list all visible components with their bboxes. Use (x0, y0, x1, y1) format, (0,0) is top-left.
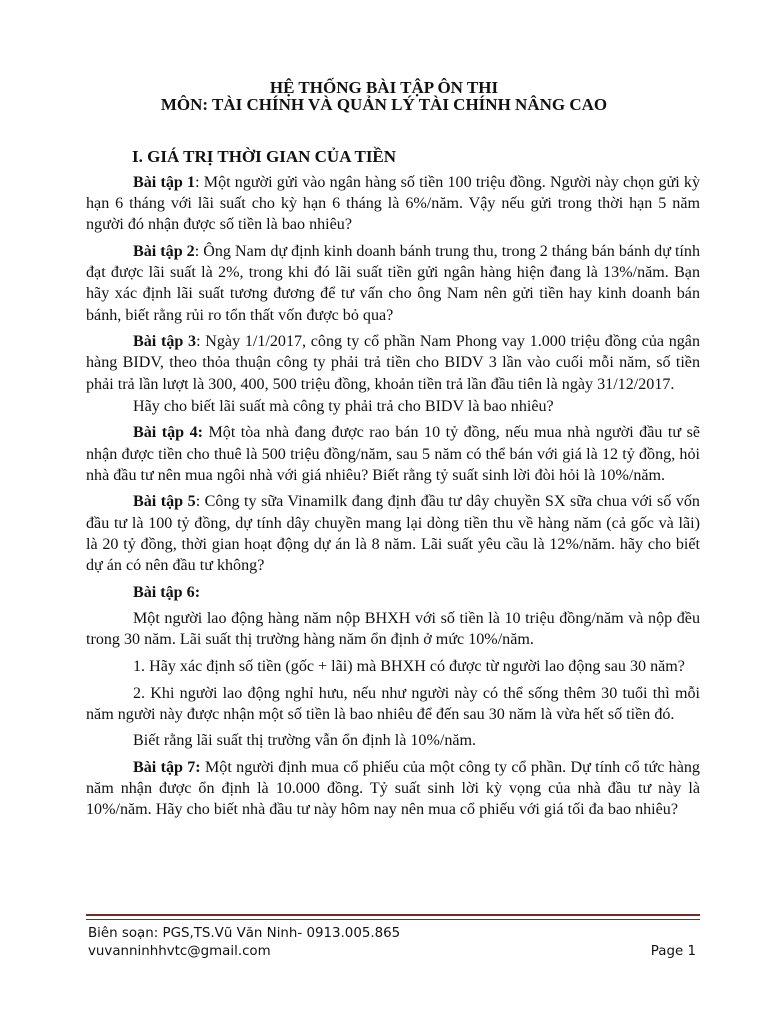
exercise-label: Bài tập 1 (133, 174, 196, 191)
exercise-2: Bài tập 2: Ông Nam dự định kinh doanh bánh trung thu, trong 2 tháng bán bánh dự tính đạt được lãi suất là 2%, trong khi đó lãi suất tiền gửi ngân hàng hiện đang là 13%/năm. Bạn hãy xác định lãi suất tương đương để tư vấn cho ông Nam nên gửi tiền hay kinh doanh bán bánh, biết rằng rủi ro tổn thất vốn được bỏ qua? (86, 243, 700, 324)
document-title-line1: HỆ THỐNG BÀI TẬP ÔN THI (269, 78, 499, 97)
exercise-3-question: Hãy cho biết lãi suất mà công ty phải trả cho BIDV là bao nhiêu? (133, 397, 554, 415)
exercise-6-line: Một người lao động hàng năm nộp BHXH với số tiền là 10 triệu đồng/năm và nộp đều trong 30 năm. Lãi suất thị trường hàng năm ổn định ở mức 10%/năm. (86, 610, 700, 649)
exercise-6 (86, 582, 700, 603)
exercise-1: Bài tập 1: Một người gửi vào ngân hàng số tiền 100 triệu đồng. Người này chọn gửi kỳ hạn 6 tháng với lãi suất cho kỳ hạn 6 tháng là 6%/năm. Vậy nếu gửi trong thời hạn 5 năm người đó nhận được số tiền là bao nhiêu? (86, 174, 700, 234)
exercise-label: Bài tập 6: (133, 583, 201, 601)
footer-rule-thin (86, 919, 700, 920)
exercise-text: Một tòa nhà đang được rao bán 10 tỷ đồng, nếu mua nhà người đầu tư sẽ nhận được tiền cho thuê là 500 triệu đồng/năm, sau 5 năm có thể bán với giá là 12 tỷ đồng, hỏi nhà đầu tư nên mua ngôi nhà với giá nhiêu? Biết rằng tỷ suất sinh lời đòi hỏi là 10%/năm. (86, 424, 700, 484)
exercise-label: Bài tập 7: (133, 758, 201, 776)
exercise-text: Ngày 1/1/2017, công ty cổ phần Nam Phong vay 1.000 triệu đồng của ngân hàng BIDV, theo thỏa thuận công ty phải trả tiền cho BIDV 3 lần vào cuối mỗi năm, số tiền phải trả lần lượt là 300, 400, 500 triệu đồng, khoản tiền trả lần đầu tiên là ngày 31/12/2017. (86, 333, 700, 393)
exercise-4 (86, 422, 700, 486)
exercise-3: Bài tập 3: Ngày 1/1/2017, công ty cổ phần Nam Phong vay 1.000 triệu đồng của ngân hàng BIDV, theo thỏa thuận công ty phải trả tiền cho BIDV 3 lần vào cuối mỗi năm, số tiền phải trả lần lượt là 300, 400, 500 triệu đồng, khoản tiền trả lần đầu tiên là ngày 31/12/2017. (86, 333, 700, 393)
exercise-text: Một người gửi vào ngân hàng số tiền 100 triệu đồng. Người này chọn gửi kỳ hạn 6 tháng với lãi suất cho kỳ hạn 6 tháng là 6%/năm. Vậy nếu gửi trong thời hạn 5 năm người đó nhận được số tiền là bao nhiêu? (86, 174, 700, 234)
exercise-label: Bài tập 5 (133, 493, 196, 511)
exercise-5: Bài tập 5: Công ty sữa Vinamilk đang định đầu tư dây chuyền SX sữa chua với số vốn đầu tư là 100 tỷ đồng, dự tính dây chuyền mang lại dòng tiền thu về hàng năm (cả gốc và lãi) là 20 tỷ đồng, thời gian hoạt động dự án là 8 năm. Lãi suất yêu cầu là 12%/năm. hãy cho biết dự án có nên đầu tư không? (86, 493, 700, 575)
document-title-line2: MÔN: TÀI CHÍNH VÀ QUẢN LÝ TÀI CHÍNH NÂNG CAO (160, 95, 608, 114)
exercise-text: Công ty sữa Vinamilk đang định đầu tư dây chuyền SX sữa chua với số vốn đầu tư là 100 tỷ đồng, dự tính dây chuyền mang lại dòng tiền thu về hàng năm (cả gốc và lãi) là 20 tỷ đồng, thời gian hoạt động dự án là 8 năm. Lãi suất yêu cầu là 12%/năm. hãy cho biết dự án có nên đầu tư không? (86, 493, 700, 575)
exercise-text: Ông Nam dự định kinh doanh bánh trung thu, trong 2 tháng bán bánh dự tính đạt được lãi suất là 2%, trong khi đó lãi suất tiền gửi ngân hàng hiện đang là 13%/năm. Bạn hãy xác định lãi suất tương đương để tư vấn cho ông Nam nên gửi tiền hay kinh doanh bán bánh, biết rằng rủi ro tổn thất vốn được bỏ qua? (86, 243, 700, 324)
section-heading: I. GIÁ TRỊ THỜI GIAN CỦA TIỀN (132, 147, 397, 166)
exercise-label: Bài tập 3 (133, 333, 197, 351)
footer-email: vuvanninhhvtc@gmail.com (88, 944, 271, 959)
exercise-label: Bài tập 2 (133, 243, 195, 260)
exercise-6-line: Biết rằng lãi suất thị trường vẫn ổn định là 10%/năm. (133, 732, 477, 750)
document-body (86, 172, 700, 826)
exercise-text: Một người định mua cổ phiếu của một công ty cổ phần. Dự tính cổ tức hàng năm nhận được ổn định là 10.000 đồng. Tỷ suất sinh lời kỳ vọng của nhà đầu tư này là 10%/năm. Hãy cho biết nhà đầu tư này hôm nay nên mua cổ phiếu với giá tối đa bao nhiêu? (86, 758, 700, 819)
exercise-6-line: 2. Khi người lao động nghỉ hưu, nếu như người này có thể sống thêm 30 tuổi thì mỗi năm người này được nhận một số tiền là bao nhiêu để đến sau 30 năm là vừa hết số tiền đó. (86, 684, 700, 723)
exercise-6-line: 1. Hãy xác định số tiền (gốc + lãi) mà BHXH có được từ người lao động sau 30 năm? (133, 658, 685, 675)
exercise-label: Bài tập 4: (133, 424, 203, 442)
footer-author: Biên soạn: PGS,TS.Vũ Văn Ninh- 0913.005.865 (88, 926, 401, 941)
page-number: Page 1 (650, 944, 696, 959)
footer-rule-thick (86, 914, 700, 916)
exercise-7 (86, 757, 700, 821)
